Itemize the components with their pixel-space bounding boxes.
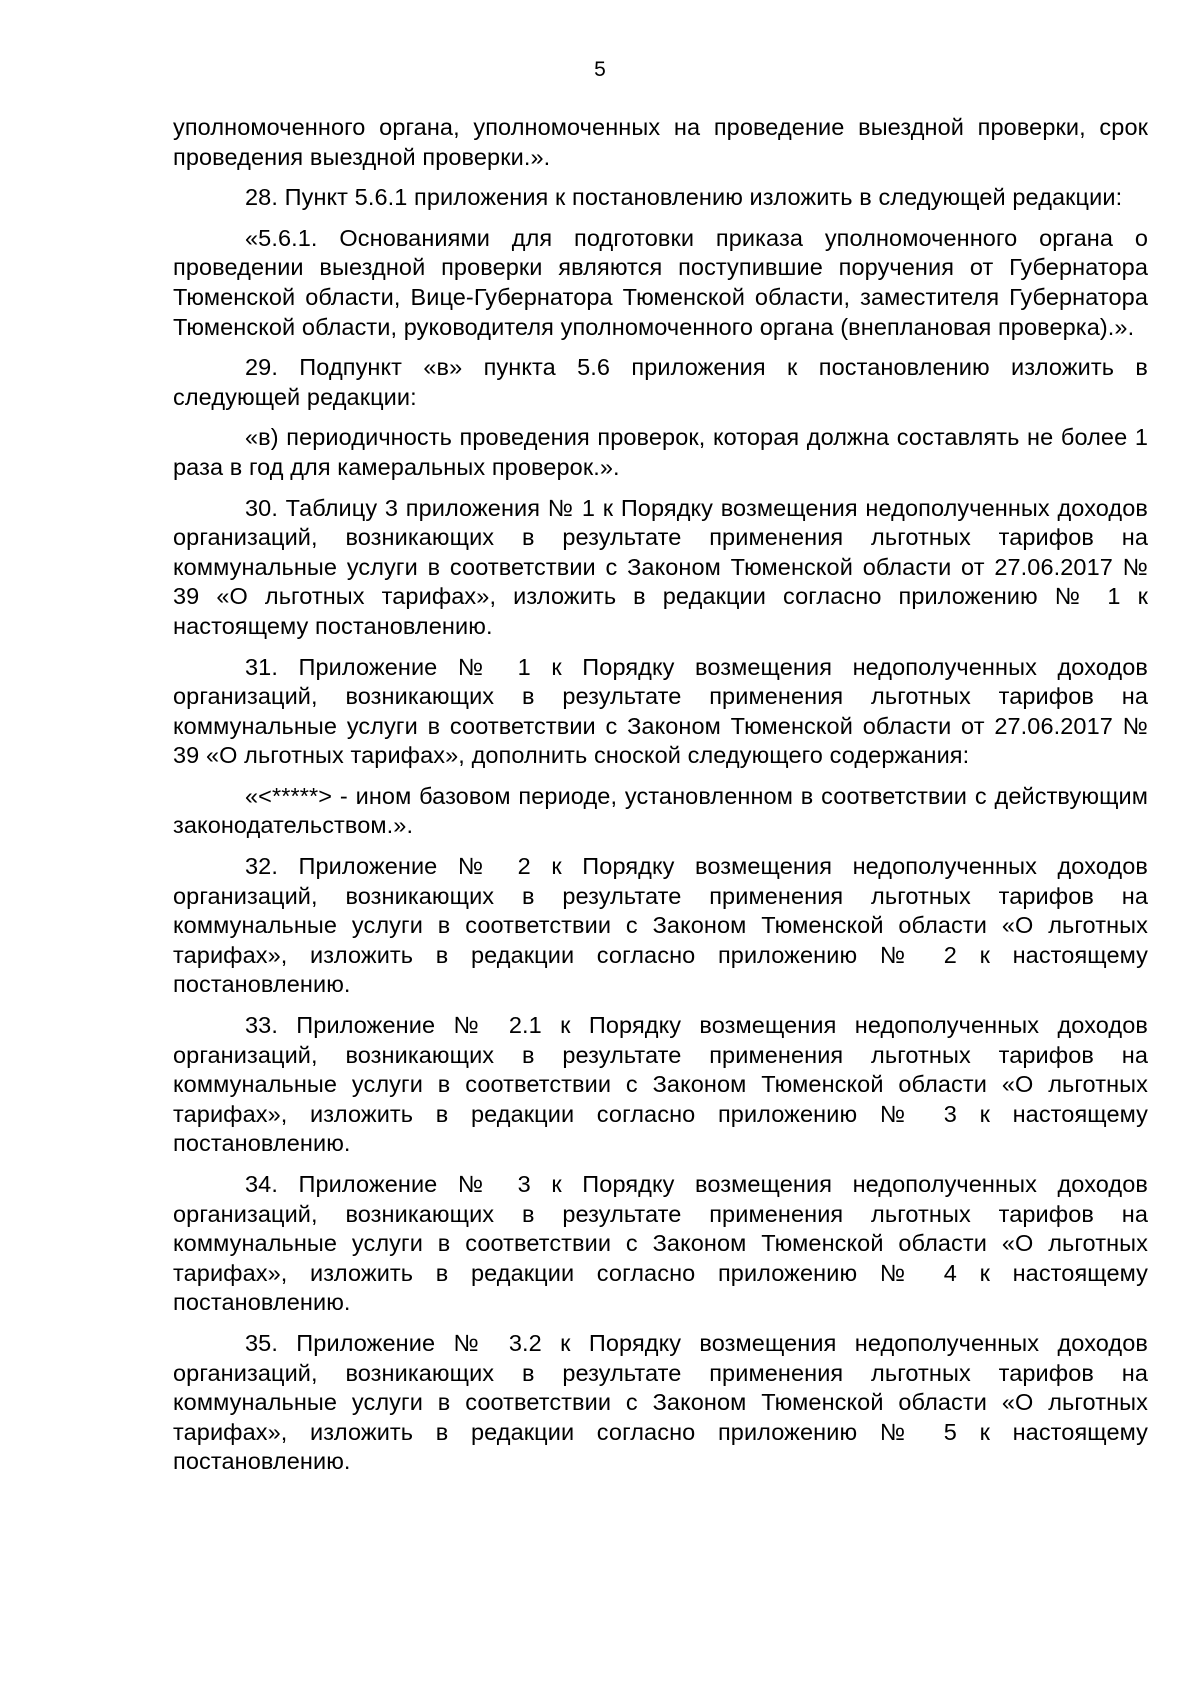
paragraph-item-32: 32. Приложение № 2 к Порядку возмещения недополученных доходов организаций, возникающих в результате применения льготных тарифов на коммунальные услуги в соответствии с Законом Тюменской области «О льготных тарифах», изложить в редакции согласно приложению № 2 к настоящему постановлению. — [173, 853, 1148, 998]
paragraph-item-34: 34. Приложение № 3 к Порядку возмещения недополученных доходов организаций, возникающих в результате применения льготных тарифов на коммунальные услуги в соответствии с Законом Тюменской области «О льготных тарифах», изложить в редакции согласно приложению № 4 к настоящему постановлению. — [173, 1171, 1148, 1316]
paragraph-item-29: 29. Подпункт «в» пункта 5.6 приложения к постановлению изложить в следующей редакции: — [173, 354, 1148, 410]
document-body — [173, 113, 1148, 1488]
paragraph-item-28-quote: «5.6.1. Основаниями для подготовки приказа уполномоченного органа о проведении выездной проверки являются поступившие поручения от Губернатора Тюменской области, Вице-Губернатора Тюменской области, заместителя Губернатора Тюменской области, руководителя уполномоченного органа (внеплановая проверка).». — [173, 224, 1148, 340]
paragraph-item-28: 28. Пункт 5.6.1 приложения к постановлению изложить в следующей редакции: — [245, 184, 1123, 211]
paragraph-item-35: 35. Приложение № 3.2 к Порядку возмещения недополученных доходов организаций, возникающих в результате применения льготных тарифов на коммунальные услуги в соответствии с Законом Тюменской области «О льготных тарифах», изложить в редакции согласно приложению № 5 к настоящему постановлению. — [173, 1329, 1148, 1475]
paragraph-item-29-quote: «в) периодичность проведения проверок, которая должна составлять не более 1 раза в год для камеральных проверок.». — [173, 424, 1148, 480]
page-number: 5 — [594, 58, 606, 81]
paragraph-continuation: уполномоченного органа, уполномоченных на проведение выездной проверки, срок проведения выездной проверки.». — [173, 114, 1148, 170]
paragraph-item-31: 31. Приложение № 1 к Порядку возмещения недополученных доходов организаций, возникающих в результате применения льготных тарифов на коммунальные услуги в соответствии с Законом Тюменской области от 27.06.2017 № 39 «О льготных тарифах», дополнить сноской следующего содержания: — [173, 653, 1148, 769]
paragraph-item-30: 30. Таблицу 3 приложения № 1 к Порядку возмещения недополученных доходов организаций, возникающих в результате применения льготных тарифов на коммунальные услуги в соответствии с Законом Тюменской области от 27.06.2017 № 39 «О льготных тарифах», изложить в редакции согласно приложению № 1 к настоящему постановлению. — [173, 494, 1148, 639]
paragraph-item-33: 33. Приложение № 2.1 к Порядку возмещения недополученных доходов организаций, возникающих в результате применения льготных тарифов на коммунальные услуги в соответствии с Законом Тюменской области «О льготных тарифах», изложить в редакции согласно приложению № 3 к настоящему постановлению. — [173, 1012, 1148, 1157]
paragraph-item-31-quote: «<*****> - ином базовом периоде, установленном в соответствии с действующим законодательством.». — [173, 782, 1148, 839]
